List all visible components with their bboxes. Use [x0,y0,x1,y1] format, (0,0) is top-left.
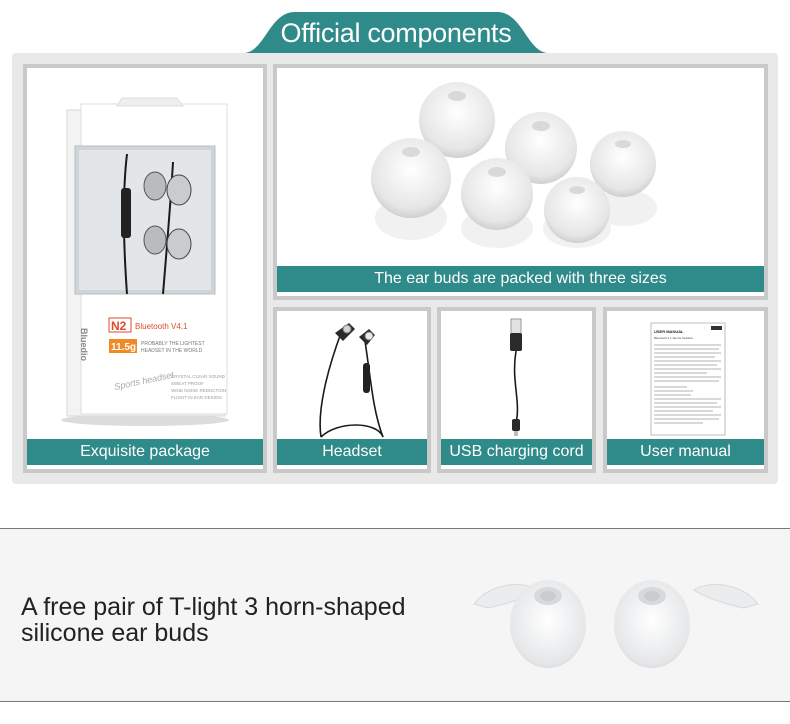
package-feature-2: SWEAT PROOF [171,381,204,386]
manual-doc-title: USER MANUAL [654,329,684,334]
section-title: Official components [280,18,512,48]
manual-image [607,311,764,441]
headset-image [277,311,427,441]
package-tagline-2: HEADSET IN THE WORLD [141,348,203,354]
usb-panel [437,307,596,473]
free-gift-line-1: A free pair of T-light 3 horn-shaped [21,593,406,621]
package-feature-1: CRYSTAL CLEAR SOUND [171,374,225,379]
ear-bud-large-2 [371,138,451,218]
usb-caption: USB charging cord [441,439,592,465]
horn-ear-bud-right [614,580,758,668]
package-brand: Bluedio [79,328,89,361]
ear-bud-small-2 [544,177,610,243]
ear-buds-panel [273,64,768,300]
package-model: N2 [111,319,127,333]
free-gift-text [21,594,406,646]
package-script: Sports headset [113,369,175,392]
package-bluetooth-label: Bluetooth V4.1 [135,322,188,331]
ear-bud-medium-2 [461,158,533,230]
package-box-image [27,68,263,443]
headset-caption: Headset [277,439,427,465]
package-tagline-1: PROBABLY THE LIGHTEST [141,341,205,347]
section-header-tab [243,12,549,53]
package-weight: 11.5g [111,342,137,353]
package-panel [23,64,267,473]
manual-panel [603,307,768,473]
headset-panel [273,307,431,473]
horn-ear-buds-image [468,558,768,678]
usb-cord-image [441,311,592,441]
ear-buds-image [277,68,764,268]
horn-ear-bud-left [474,580,586,668]
package-feature-4: FLIGHT IN EAR DESIGN [171,395,222,400]
manual-caption: User manual [607,439,764,465]
free-gift-line-2: silicone ear buds [21,619,209,647]
ear-buds-caption: The ear buds are packed with three sizes [277,266,764,292]
package-feature-3: WIND NOISE REDUCTION [171,388,227,393]
manual-doc-subtitle: Bluetooth 4.1 Sports headset [654,336,693,340]
package-caption: Exquisite package [27,439,263,465]
